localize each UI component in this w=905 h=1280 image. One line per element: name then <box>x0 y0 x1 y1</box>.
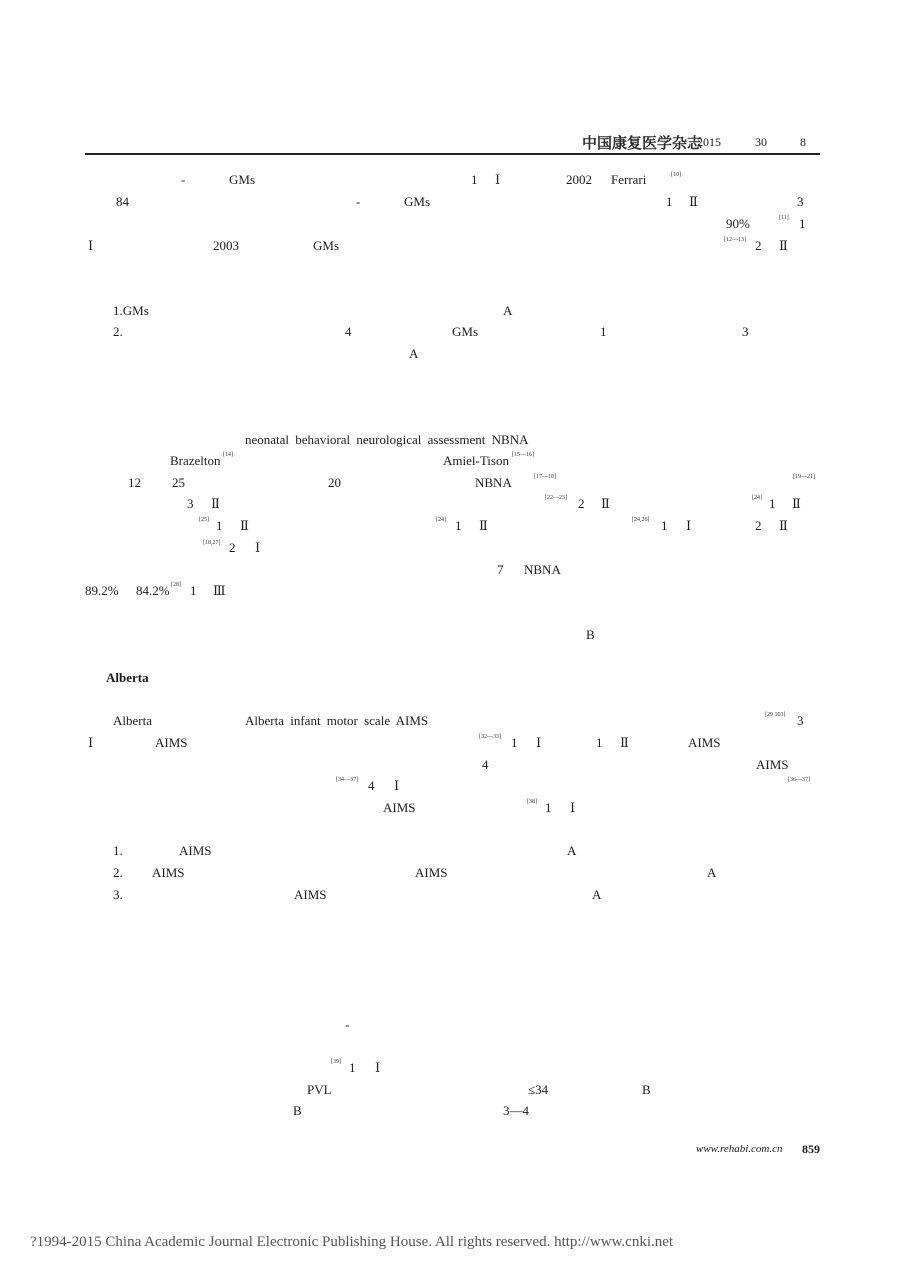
citation-ref: [25] <box>199 517 209 523</box>
text-fragment: A <box>707 865 717 880</box>
text-fragment: 3 <box>742 324 749 339</box>
text-fragment: 3—4 <box>503 1103 529 1118</box>
header-year: 2015 <box>697 135 721 149</box>
text-fragment: 3 <box>187 496 194 511</box>
text-fragment: 1 <box>545 800 552 815</box>
citation-ref: [10] <box>671 172 681 178</box>
text-fragment: Amiel-Tison <box>443 453 509 468</box>
text-fragment: 2. <box>113 865 123 880</box>
text-fragment: GMs <box>452 324 479 339</box>
text-fragment: B <box>642 1082 651 1097</box>
text-fragment: Ⅰ <box>495 172 501 187</box>
header-volume: 30 <box>755 135 767 149</box>
citation-ref: [28] <box>171 582 181 588</box>
text-fragment: PVL <box>307 1082 332 1097</box>
page-number: 859 <box>802 1142 820 1156</box>
text-fragment: 1 <box>769 496 776 511</box>
text-fragment: - <box>181 172 186 187</box>
text-fragment: Ⅱ <box>240 518 249 533</box>
text-fragment: Ⅲ <box>213 583 226 598</box>
citation-ref: [11] <box>779 215 789 221</box>
citation-ref: [34—37] <box>336 777 358 783</box>
citation-ref: [17—18] <box>534 474 556 480</box>
text-fragment: Ⅰ <box>394 778 400 793</box>
text-fragment: AIMS <box>152 865 185 880</box>
text-fragment: NBNA <box>524 562 561 577</box>
header-rule <box>85 153 820 155</box>
copyright-line: ?1994-2015 China Academic Journal Electronic Publishing House. All rights reserved. http://www.cnki.net <box>30 1234 674 1250</box>
text-fragment: Ⅱ <box>779 518 788 533</box>
section-heading-alberta: Alberta <box>106 670 149 685</box>
text-fragment: AIMS <box>383 800 416 815</box>
text-fragment: Alberta <box>113 713 152 728</box>
text-fragment: Ⅱ <box>211 496 220 511</box>
citation-ref: [39] <box>331 1059 341 1065</box>
text-fragment: 1 <box>596 735 603 750</box>
text-fragment: 7 <box>497 562 504 577</box>
text-fragment: 4 <box>482 757 489 772</box>
text-fragment: Ⅰ <box>88 238 94 253</box>
text-fragment: 1 <box>511 735 518 750</box>
text-fragment: Ⅰ <box>536 735 542 750</box>
text-fragment: 2 <box>755 518 762 533</box>
text-fragment: GMs <box>404 194 431 209</box>
text-fragment: NBNA <box>475 475 512 490</box>
text-fragment: 3 <box>797 194 804 209</box>
text-fragment: Ⅱ <box>601 496 610 511</box>
text-fragment: neonatal behavioral neurological assessment NBNA <box>245 432 529 447</box>
text-fragment: - <box>345 1017 350 1032</box>
text-fragment: 4 <box>345 324 352 339</box>
citation-ref: [15—16] <box>512 452 534 458</box>
text-fragment: 2003 <box>213 238 239 253</box>
header-issue: 8 <box>800 135 806 149</box>
text-fragment: 2 <box>578 496 585 511</box>
text-fragment: 25 <box>172 475 185 490</box>
text-fragment: 3 <box>797 713 804 728</box>
text-fragment: Ⅰ <box>88 735 94 750</box>
text-fragment: AIMS <box>756 757 789 772</box>
text-fragment: Ⅱ <box>620 735 629 750</box>
citation-ref: [22—23] <box>545 495 567 501</box>
text-fragment: 90% <box>726 216 750 231</box>
citation-ref: [18,27] <box>203 540 221 546</box>
text-fragment: 1.GMs <box>113 303 149 318</box>
text-fragment: 2 <box>755 238 762 253</box>
text-fragment: 12 <box>128 475 141 490</box>
text-fragment: 4 <box>368 778 375 793</box>
text-fragment: AIMS <box>688 735 721 750</box>
text-fragment: GMs <box>229 172 256 187</box>
text-fragment: 84 <box>116 194 129 209</box>
text-fragment: Ⅰ <box>255 540 261 555</box>
text-fragment: AIMS <box>415 865 448 880</box>
text-fragment: 2. <box>113 324 123 339</box>
text-fragment: Ⅰ <box>686 518 692 533</box>
text-fragment: Brazelton <box>170 453 221 468</box>
text-fragment: 1 <box>661 518 668 533</box>
text-fragment: Ⅱ <box>689 194 698 209</box>
text-fragment: 1 <box>600 324 607 339</box>
text-fragment: B <box>586 627 595 642</box>
text-fragment: 1 <box>455 518 462 533</box>
text-fragment: 2 <box>229 540 236 555</box>
text-fragment: A <box>409 346 419 361</box>
citation-ref: [32—33] <box>479 734 501 740</box>
text-fragment: Ferrari <box>611 172 647 187</box>
text-fragment: A <box>503 303 513 318</box>
text-fragment: AIMS <box>179 843 212 858</box>
citation-ref: [38] <box>527 799 537 805</box>
text-fragment: A <box>567 843 577 858</box>
text-fragment: 20 <box>328 475 341 490</box>
text-fragment: 1 <box>216 518 223 533</box>
text-fragment: 1 <box>349 1060 356 1075</box>
citation-ref: [36—37] <box>788 777 810 783</box>
text-fragment: 1 <box>190 583 197 598</box>
text-fragment: Ⅰ <box>570 800 576 815</box>
footer-url[interactable]: www.rehabi.com.cn <box>696 1143 783 1155</box>
text-fragment: AIMS <box>155 735 188 750</box>
text-fragment: Ⅱ <box>479 518 488 533</box>
text-fragment: 1 <box>799 216 806 231</box>
text-fragment: 2002 <box>566 172 592 187</box>
text-fragment: Ⅱ <box>792 496 801 511</box>
journal-logo: 中国康复医学杂志 <box>582 134 703 152</box>
text-fragment: B <box>293 1103 302 1118</box>
text-fragment: 1. <box>113 843 123 858</box>
citation-ref: [24,26] <box>632 517 650 523</box>
text-fragment: 84.2% <box>136 583 170 598</box>
citation-ref: [24] <box>436 517 446 523</box>
text-fragment: 1 <box>666 194 673 209</box>
text-fragment: GMs <box>313 238 340 253</box>
citation-ref: [14] <box>223 452 233 458</box>
text-fragment: - <box>356 194 361 209</box>
text-fragment: Ⅰ <box>375 1060 381 1075</box>
citation-ref: [24] <box>752 495 762 501</box>
citation-ref: [12—13] <box>724 237 746 243</box>
text-fragment: ≤34 <box>528 1082 549 1097</box>
citation-ref: [19—21] <box>793 474 815 480</box>
text-fragment: Ⅱ <box>779 238 788 253</box>
citation-ref: [29 103] <box>765 712 786 718</box>
text-fragment: Alberta infant motor scale AIMS <box>245 713 429 728</box>
text-fragment: A <box>592 887 602 902</box>
text-fragment: 1 <box>471 172 478 187</box>
text-fragment: AIMS <box>294 887 327 902</box>
text-fragment: 89.2% <box>85 583 119 598</box>
text-fragment: 3. <box>113 887 123 902</box>
